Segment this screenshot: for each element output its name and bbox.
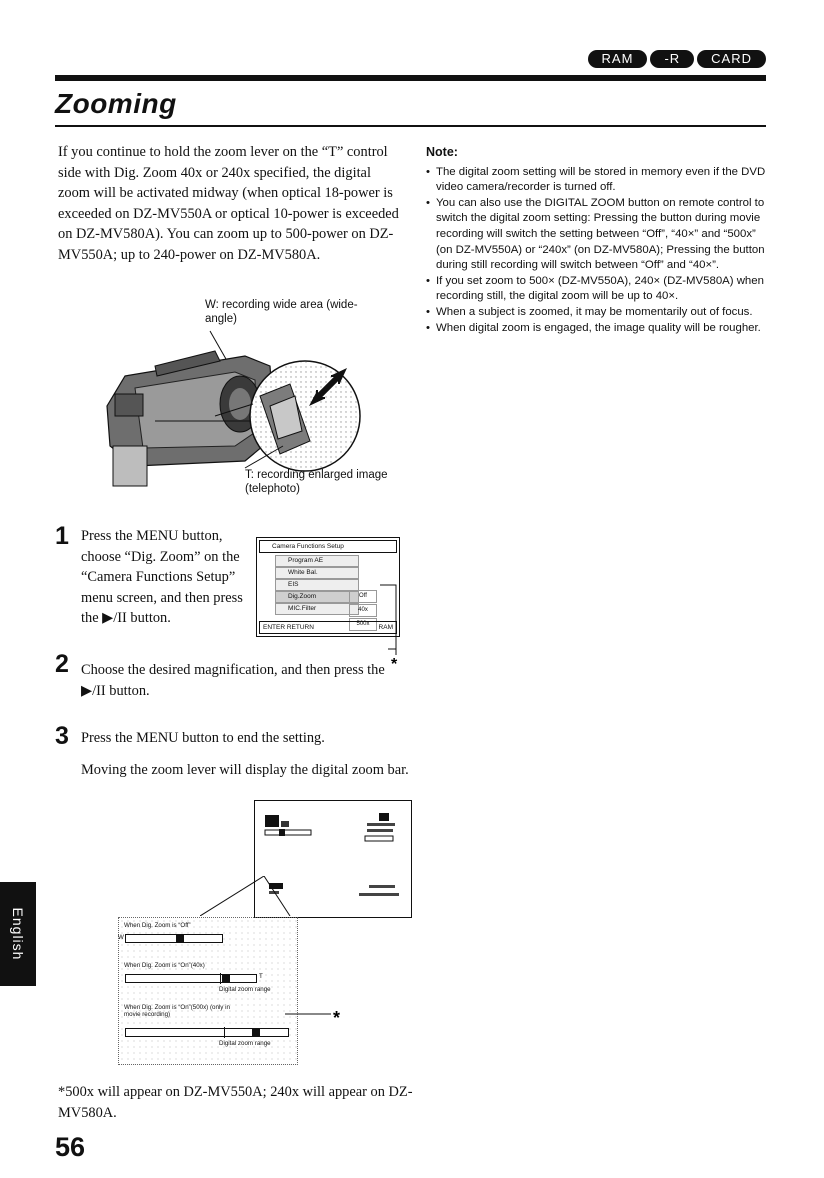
zoom-500-label: When Dig. Zoom is “On”(500x) (only in movie recording) <box>124 1004 230 1018</box>
step-1-text: Press the MENU button, choose “Dig. Zoom” on the “Camera Functions Setup” menu screen, and then press the ▶/II button. <box>81 528 243 626</box>
note-item: • The digital zoom setting will be stored in memory even if the DVD video camera/recorder is turned off. <box>426 165 771 196</box>
zoom-bar-500x <box>125 1028 289 1037</box>
step-3-text: Press the MENU button to end the setting. <box>81 730 325 746</box>
media-tabs <box>588 50 766 68</box>
svg-text:*: * <box>333 1008 341 1028</box>
menu-bottom-bar <box>259 621 397 634</box>
footnote: *500x will appear on DZ-MV550A; 240x will appear on DZ-MV580A. <box>58 1084 413 1121</box>
menu-row-selected: Dig.Zoom <box>275 591 359 603</box>
title-rule <box>55 125 766 127</box>
option-500x: 500x <box>349 618 377 631</box>
note-item: • You can also use the DIGITAL ZOOM button on remote control to switch the digital zoom setting: Pressing the button during movie recording will switch the setting between “Off”, “40×” and “500x” (on DZ-MV550A) or “240x” (on DZ-MV580A); Pressing the button during still recording will switch between “Off” and “40×”. <box>426 196 771 274</box>
camera-figure <box>95 296 425 506</box>
tab-card: CARD <box>697 50 766 68</box>
digital-range-label-1: Digital zoom range <box>219 986 271 993</box>
page-number: 56 <box>55 1132 86 1162</box>
zoom-off-label: When Dig. Zoom is “Off” <box>124 922 191 929</box>
option-off: Off <box>349 590 377 603</box>
note-item: • When a subject is zoomed, it may be momentarily out of focus. <box>426 305 771 321</box>
top-rule <box>55 75 766 81</box>
language-tab <box>0 882 36 986</box>
svg-text:*: * <box>391 656 398 673</box>
intro-paragraph: If you continue to hold the zoom lever on the “T” control side with Dig. Zoom 40x or 240x specified, the digital zoom will be activated midway (when optical 18-power is exceeded on DZ-MV550A or optical 10-power is exceeded on DZ-MV580A). You can zoom up to 500-power on DZ-MV550A; up to 240-power on DZ-MV580A. <box>58 144 399 263</box>
step-2-text: Choose the desired magnification, and then press the ▶/II button. <box>81 662 385 699</box>
zoom-bar-off <box>125 934 223 943</box>
zoom-bar-panel <box>118 917 298 1065</box>
display-note: Moving the zoom lever will display the digital zoom bar. <box>81 762 409 778</box>
digital-range-label-2: Digital zoom range <box>219 1040 271 1047</box>
menu-enter-return: ENTER RETURN <box>263 624 314 631</box>
page-title: Zooming <box>55 88 177 119</box>
zoom-40-label: When Dig. Zoom is “On”(40x) <box>124 962 205 969</box>
t-label: T <box>259 973 263 980</box>
display-leader-lines <box>200 876 360 916</box>
notes-heading: Note: <box>426 145 458 159</box>
step-2-number: 2 <box>55 650 69 678</box>
menu-media: RAM <box>378 624 393 631</box>
step-3-number: 3 <box>55 722 69 750</box>
menu-row: White Bal. <box>275 567 359 579</box>
step-1-number: 1 <box>55 522 69 550</box>
option-40x: 40x <box>349 604 377 617</box>
note-item: • When digital zoom is engaged, the image quality will be rougher. <box>426 321 771 337</box>
caption-wide: W: recording wide area (wide-angle) <box>205 299 358 325</box>
caption-tele: T: recording enlarged image (telephoto) <box>245 469 388 495</box>
language-label: English <box>10 907 26 961</box>
menu-row: Program AE <box>275 555 359 567</box>
note-item: • If you set zoom to 500× (DZ-MV550A), 240× (DZ-MV580A) when recording still, the digital zoom will be up to 40×. <box>426 274 771 305</box>
notes-section <box>426 145 771 336</box>
asterisk-callout-2 <box>285 1000 355 1030</box>
menu-row: EIS <box>275 579 359 591</box>
w-label: W <box>118 934 124 941</box>
menu-row: MIC.Filter <box>275 603 359 615</box>
zoom-bar-40x <box>125 974 257 983</box>
menu-title: Camera Functions Setup <box>259 540 397 553</box>
tab-r: -R <box>650 50 694 68</box>
tab-ram: RAM <box>588 50 648 68</box>
